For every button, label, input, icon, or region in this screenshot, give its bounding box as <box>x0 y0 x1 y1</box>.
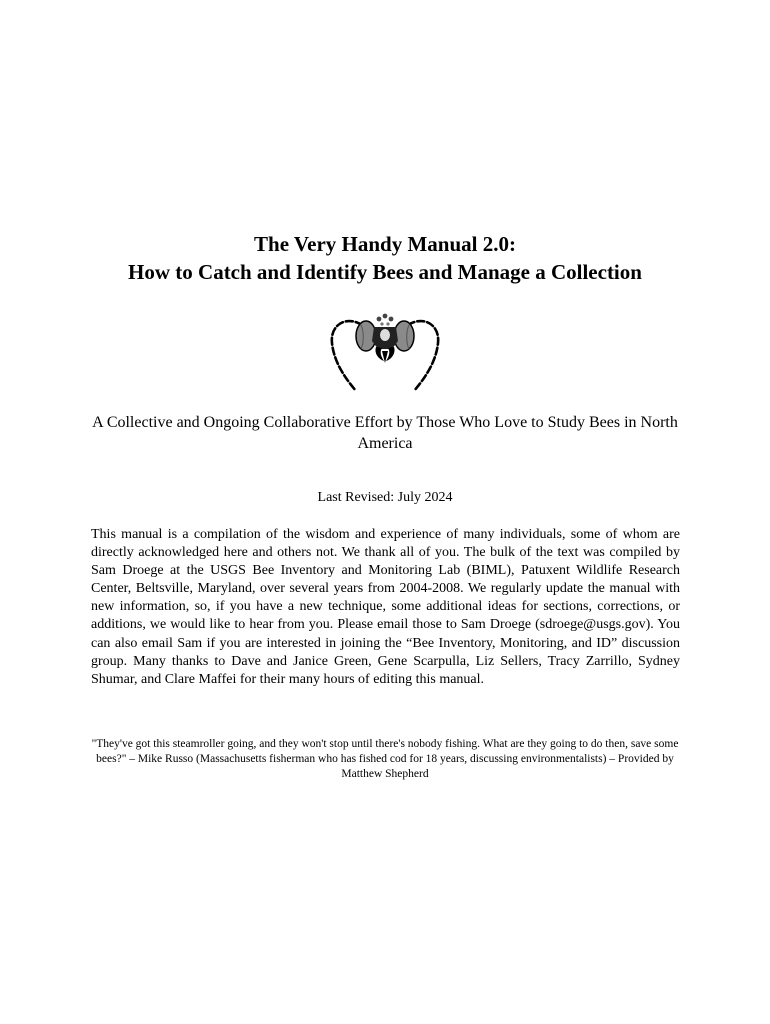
last-revised-date: Last Revised: July 2024 <box>317 490 453 505</box>
subtitle: A Collective and Ongoing Collaborative Effort by Those Who Love to Study Bees in North America <box>92 414 678 452</box>
title-line-1: The Very Handy Manual 2.0: <box>254 232 516 256</box>
intro-paragraph: This manual is a compilation of the wisdom and experience of many individuals, some of whom are directly acknowledged here and others not. We thank all of you. The bulk of the text was compiled by Sam Droege at the USGS Bee Inventory and Monitoring Lab (BIML), Patuxent Wildlife Research Center, Beltsville, Maryland, over several years from 2004-2008. We regularly update the manual with new information, so, if you have a new technique, some additional ideas for sections, corrections, or additions, we would like to hear from you. Please email those to Sam Droege (sdroege@usgs.gov). You can also email Sam if you are interested in joining the “Bee Inventory, Monitoring, and ID” discussion group. Many thanks to Dave and Janice Green, Gene Scarpulla, Liz Sellers, Tracy Zarrillo, Sydney Shumar, and Clare Maffei for their many hours of editing this manual. <box>91 527 680 687</box>
title-line-2: How to Catch and Identify Bees and Manage a Collection <box>128 260 642 284</box>
document-title <box>60 230 710 286</box>
bee-head-icon <box>324 305 446 397</box>
epigraph-quote: "They've got this steamroller going, and they won't stop until there's nobody fishing. What are they going to do then, save some bees?" – Mike Russo (Massachusetts fisherman who has fished cod for 18 years, discussing environmentalists) – Provided by Matthew Shepherd <box>91 738 679 780</box>
